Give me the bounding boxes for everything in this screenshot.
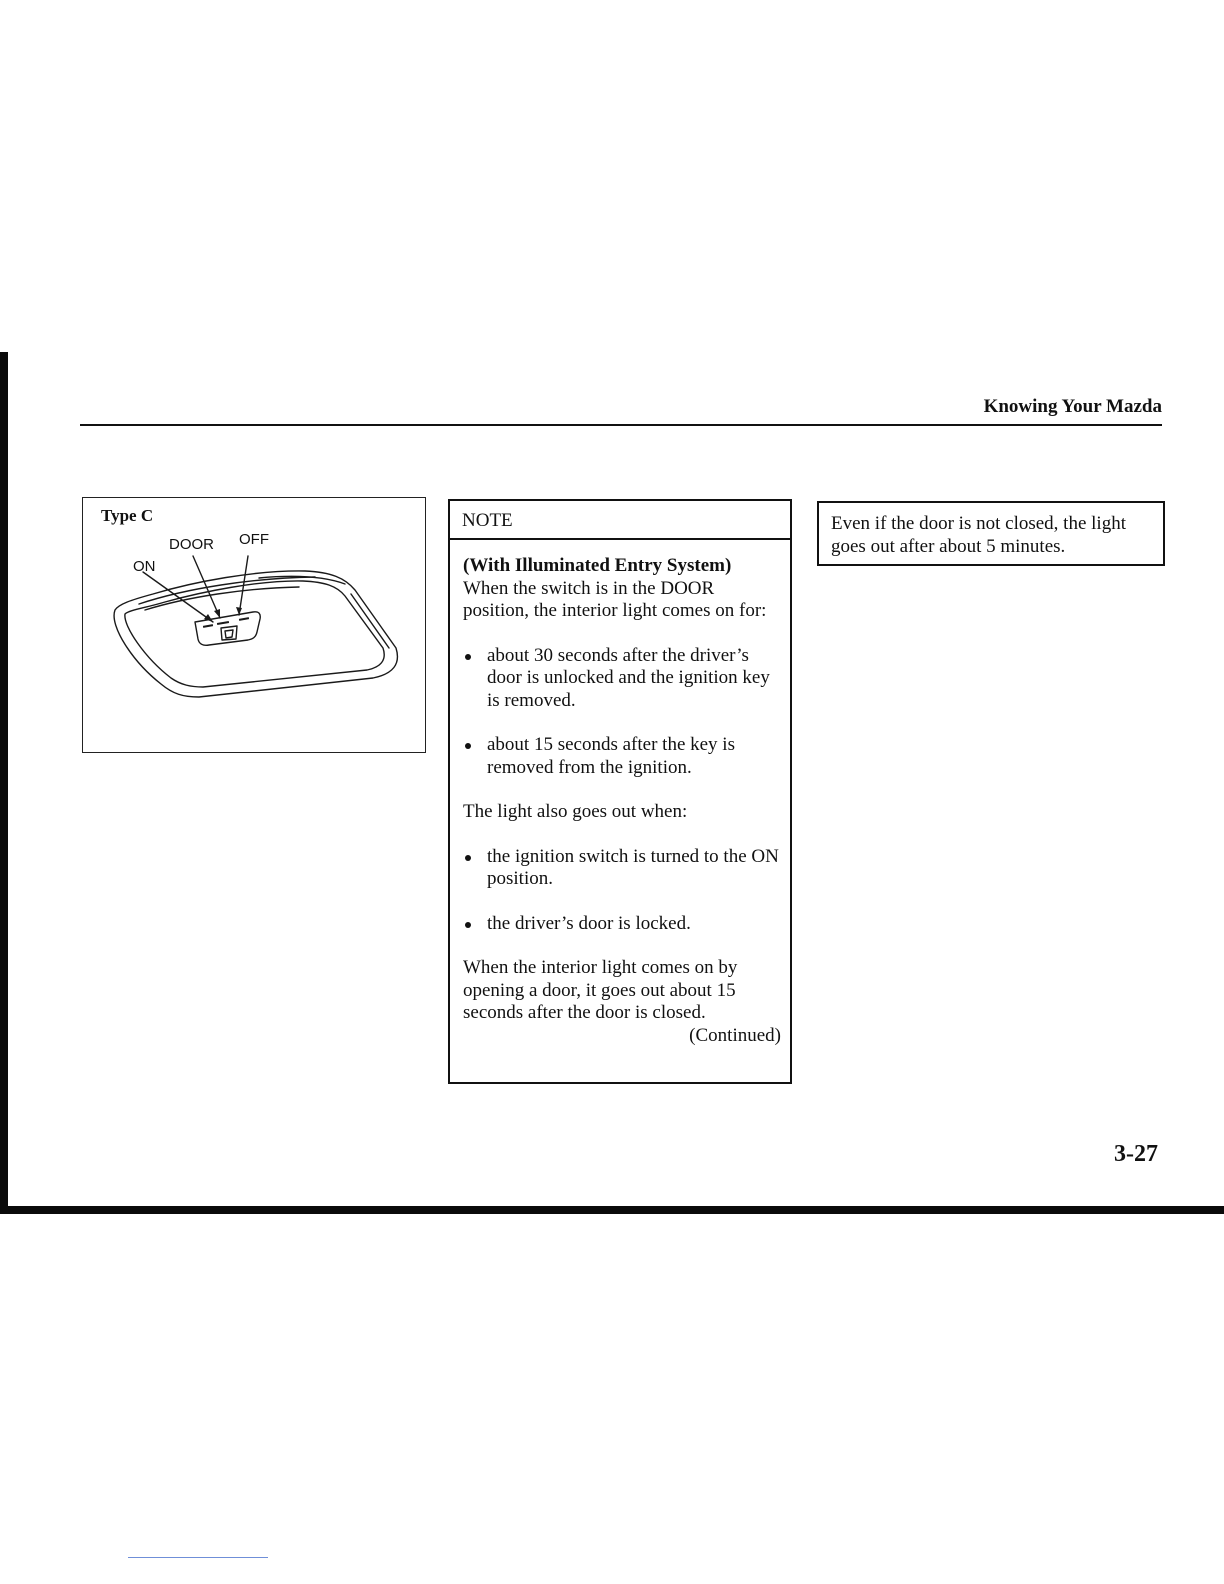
bullet-text: about 15 seconds after the key is removed from the ignition. bbox=[487, 734, 735, 778]
bullet-icon bbox=[465, 654, 471, 660]
bullet-text: the ignition switch is turned to the ON position. bbox=[487, 845, 779, 889]
list-item bbox=[463, 645, 779, 713]
side-note-text: Even if the door is not closed, the light goes out after about 5 minutes. bbox=[831, 513, 1126, 557]
list-item bbox=[463, 846, 779, 891]
list-item bbox=[463, 913, 779, 936]
bullet-text: the driver’s door is locked. bbox=[487, 912, 691, 934]
interior-light-figure bbox=[82, 497, 426, 753]
bottom-margin-bar bbox=[0, 1206, 1224, 1214]
note-divider bbox=[450, 538, 790, 540]
bullet-icon bbox=[465, 855, 471, 861]
list-item bbox=[463, 734, 779, 779]
note-box bbox=[448, 499, 792, 1084]
goes-out-intro: The light also goes out when: bbox=[463, 801, 688, 822]
header-rule bbox=[80, 424, 1162, 426]
callout-on: ON bbox=[133, 558, 156, 575]
bullet-text: about 30 seconds after the driver’s door is unlocked and the ignition key is removed. bbox=[487, 644, 770, 711]
bullet-icon bbox=[465, 743, 471, 749]
side-note-box bbox=[817, 501, 1165, 566]
note-subheading: (With Illuminated Entry System) bbox=[463, 555, 732, 576]
page-number: 3-27 bbox=[1114, 1141, 1158, 1167]
note-content bbox=[463, 555, 779, 1047]
note-heading: NOTE bbox=[462, 510, 513, 531]
bullet-icon bbox=[465, 922, 471, 928]
section-title: Knowing Your Mazda bbox=[983, 396, 1162, 417]
left-margin-bar bbox=[0, 352, 8, 1214]
note-closing: When the interior light comes on by opening a door, it goes out about 15 seconds after the door is closed. bbox=[463, 957, 738, 1023]
figure-type-label: Type C bbox=[101, 506, 154, 525]
footer-link-rule bbox=[128, 1557, 268, 1558]
callout-door: DOOR bbox=[169, 536, 214, 553]
note-intro: When the switch is in the DOOR position, the interior light comes on for: bbox=[463, 577, 767, 621]
callout-off: OFF bbox=[239, 531, 269, 548]
continued-label: (Continued) bbox=[689, 1024, 781, 1046]
